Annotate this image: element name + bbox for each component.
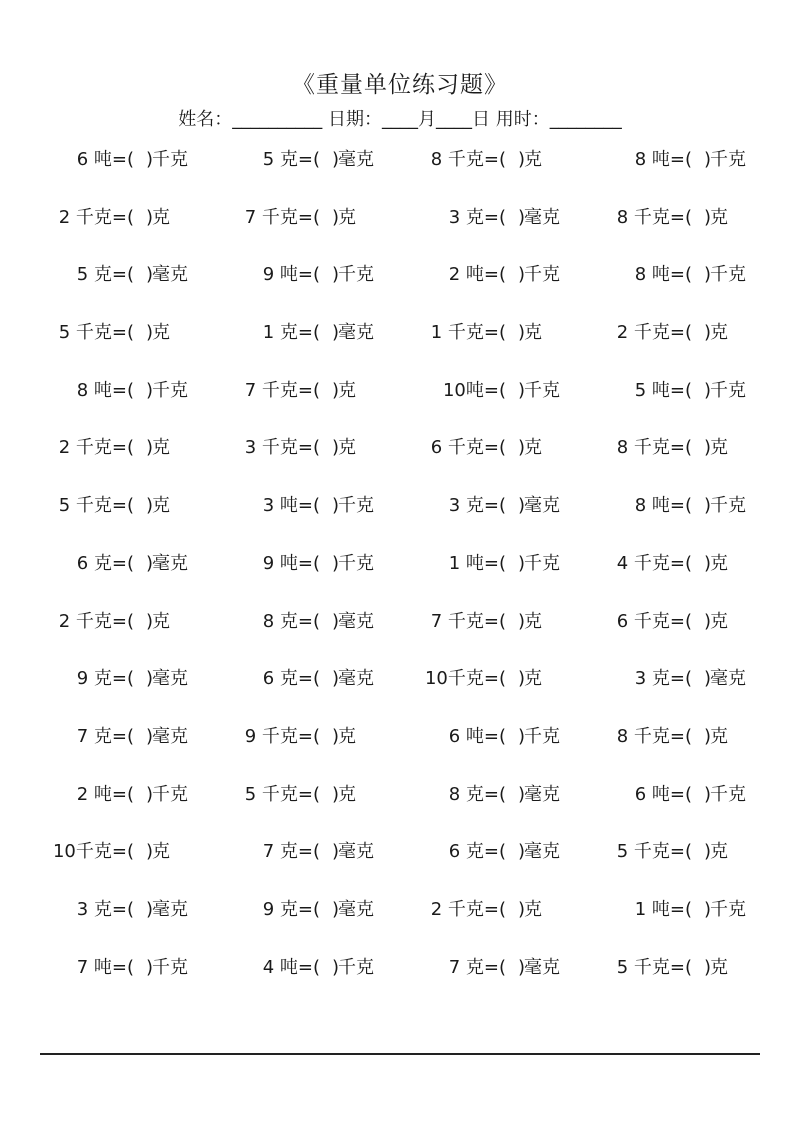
target-unit: 毫克 <box>524 841 560 863</box>
problem-expression: 3 克=( <box>634 668 692 690</box>
conversion-problem <box>598 489 778 523</box>
target-unit: 千克 <box>338 264 374 286</box>
target-unit: 克 <box>524 898 542 920</box>
problem-expression: 9 克=( <box>76 668 134 690</box>
conversion-problem <box>598 605 778 639</box>
target-unit: 克 <box>152 841 170 863</box>
problem-expression: 6 克=( <box>262 668 320 690</box>
problem-expression: 8 千克=( <box>616 437 692 459</box>
answer-blank-close: ) <box>704 725 712 747</box>
problem-expression: 3 吨=( <box>262 495 320 517</box>
target-unit: 毫克 <box>524 206 560 228</box>
answer-blank-close: ) <box>704 495 712 517</box>
target-unit: 千克 <box>710 379 746 401</box>
problem-expression: 10千克=( <box>424 668 506 690</box>
problem-expression: 8 吨=( <box>634 495 692 517</box>
problem-expression: 3 克=( <box>448 206 506 228</box>
answer-blank-close: ) <box>704 149 712 170</box>
problem-expression: 9 千克=( <box>244 725 320 747</box>
conversion-problem <box>598 720 778 754</box>
conversion-problem <box>40 489 220 523</box>
target-unit: 克 <box>710 437 728 459</box>
answer-blank-close: ) <box>332 264 340 286</box>
target-unit: 千克 <box>710 149 746 170</box>
problem-expression: 9 克=( <box>262 898 320 920</box>
conversion-problem <box>598 374 778 408</box>
conversion-problem <box>412 951 592 985</box>
problem-expression: 6 吨=( <box>76 149 134 170</box>
conversion-problem <box>40 951 220 985</box>
answer-blank-close: ) <box>704 841 712 863</box>
problem-row <box>40 316 760 374</box>
problem-expression: 7 千克=( <box>430 610 506 632</box>
problem-row <box>40 835 760 893</box>
problem-row <box>40 547 760 605</box>
target-unit: 千克 <box>152 783 188 805</box>
target-unit: 克 <box>710 841 728 863</box>
target-unit: 毫克 <box>338 322 374 344</box>
problem-expression: 2 千克=( <box>430 898 506 920</box>
problem-row <box>40 201 760 259</box>
answer-blank-close: ) <box>518 610 526 632</box>
problem-expression: 8 千克=( <box>616 206 692 228</box>
conversion-problem <box>598 951 778 985</box>
problem-expression: 3 克=( <box>76 898 134 920</box>
problem-expression: 2 千克=( <box>58 206 134 228</box>
target-unit: 克 <box>524 322 542 344</box>
conversion-problem <box>226 316 406 350</box>
conversion-problem <box>598 835 778 869</box>
answer-blank-close: ) <box>146 783 154 805</box>
conversion-problem <box>226 778 406 812</box>
target-unit: 克 <box>338 783 356 805</box>
target-unit: 毫克 <box>524 956 560 978</box>
target-unit: 千克 <box>152 379 188 401</box>
target-unit: 千克 <box>338 495 374 517</box>
answer-blank-close: ) <box>332 610 340 632</box>
problem-expression: 6 千克=( <box>616 610 692 632</box>
problem-expression: 5 千克=( <box>616 956 692 978</box>
conversion-problem <box>40 662 220 696</box>
target-unit: 千克 <box>524 264 560 286</box>
target-unit: 毫克 <box>524 783 560 805</box>
answer-blank-close: ) <box>518 725 526 747</box>
answer-blank-close: ) <box>518 206 526 228</box>
problem-expression: 8 千克=( <box>430 149 506 170</box>
answer-blank-close: ) <box>704 610 712 632</box>
problem-row <box>40 374 760 432</box>
problem-row <box>40 431 760 489</box>
conversion-problem <box>412 143 592 177</box>
problem-row <box>40 662 760 720</box>
problem-expression: 7 克=( <box>262 841 320 863</box>
bottom-rule <box>40 1053 760 1055</box>
target-unit: 千克 <box>710 264 746 286</box>
target-unit: 克 <box>338 206 356 228</box>
target-unit: 毫克 <box>152 264 188 286</box>
answer-blank-close: ) <box>704 783 712 805</box>
problem-row <box>40 143 760 201</box>
conversion-problem <box>40 778 220 812</box>
problem-expression: 1 千克=( <box>430 322 506 344</box>
target-unit: 千克 <box>152 149 188 170</box>
answer-blank-close: ) <box>518 668 526 690</box>
answer-blank-close: ) <box>704 379 712 401</box>
conversion-problem <box>226 258 406 292</box>
answer-blank-close: ) <box>704 898 712 920</box>
problem-expression: 5 千克=( <box>244 783 320 805</box>
conversion-problem <box>40 258 220 292</box>
problem-expression: 2 吨=( <box>448 264 506 286</box>
problem-expression: 3 克=( <box>448 495 506 517</box>
conversion-problem <box>412 374 592 408</box>
conversion-problem <box>226 143 406 177</box>
conversion-problem <box>412 316 592 350</box>
conversion-problem <box>40 893 220 927</box>
problem-expression: 8 克=( <box>448 783 506 805</box>
problem-row <box>40 605 760 663</box>
problem-grid <box>40 143 760 1008</box>
target-unit: 千克 <box>710 495 746 517</box>
conversion-problem <box>226 547 406 581</box>
answer-blank-close: ) <box>146 552 154 574</box>
target-unit: 克 <box>710 552 728 574</box>
conversion-problem <box>226 951 406 985</box>
conversion-problem <box>412 778 592 812</box>
answer-blank-close: ) <box>704 956 712 978</box>
answer-blank-close: ) <box>704 322 712 344</box>
answer-blank-close: ) <box>332 437 340 459</box>
target-unit: 克 <box>152 610 170 632</box>
problem-expression: 6 千克=( <box>430 437 506 459</box>
conversion-problem <box>412 547 592 581</box>
target-unit: 千克 <box>338 552 374 574</box>
conversion-problem <box>598 893 778 927</box>
answer-blank-close: ) <box>518 495 526 517</box>
target-unit: 克 <box>152 495 170 517</box>
answer-blank-close: ) <box>146 437 154 459</box>
answer-blank-close: ) <box>518 552 526 574</box>
conversion-problem <box>226 720 406 754</box>
problem-expression: 5 克=( <box>76 264 134 286</box>
answer-blank-close: ) <box>704 264 712 286</box>
conversion-problem <box>598 201 778 235</box>
conversion-problem <box>226 431 406 465</box>
conversion-problem <box>40 835 220 869</box>
problem-expression: 6 克=( <box>448 841 506 863</box>
problem-expression: 1 吨=( <box>448 552 506 574</box>
conversion-problem <box>598 258 778 292</box>
target-unit: 千克 <box>524 379 560 401</box>
target-unit: 克 <box>524 149 542 170</box>
target-unit: 克 <box>338 379 356 401</box>
answer-blank-close: ) <box>518 322 526 344</box>
conversion-problem <box>412 662 592 696</box>
student-info-line: 姓名：__________ 日期：____月____日 用时：________ <box>178 109 622 130</box>
answer-blank-close: ) <box>146 495 154 517</box>
problem-expression: 6 克=( <box>76 552 134 574</box>
conversion-problem <box>598 547 778 581</box>
target-unit: 千克 <box>524 552 560 574</box>
target-unit: 毫克 <box>338 668 374 690</box>
conversion-problem <box>598 143 778 177</box>
conversion-problem <box>40 547 220 581</box>
conversion-problem <box>40 431 220 465</box>
answer-blank-close: ) <box>332 206 340 228</box>
answer-blank-close: ) <box>146 610 154 632</box>
conversion-problem <box>226 374 406 408</box>
problem-expression: 5 吨=( <box>634 379 692 401</box>
target-unit: 千克 <box>710 783 746 805</box>
answer-blank-close: ) <box>518 841 526 863</box>
conversion-problem <box>412 605 592 639</box>
answer-blank-close: ) <box>332 725 340 747</box>
problem-row <box>40 951 760 1009</box>
answer-blank-close: ) <box>518 783 526 805</box>
answer-blank-close: ) <box>146 668 154 690</box>
answer-blank-close: ) <box>332 322 340 344</box>
target-unit: 克 <box>524 610 542 632</box>
problem-expression: 7 千克=( <box>244 379 320 401</box>
conversion-problem <box>40 143 220 177</box>
answer-blank-close: ) <box>518 264 526 286</box>
answer-blank-close: ) <box>146 322 154 344</box>
problem-expression: 6 吨=( <box>448 725 506 747</box>
target-unit: 千克 <box>524 725 560 747</box>
answer-blank-close: ) <box>332 783 340 805</box>
conversion-problem <box>412 720 592 754</box>
conversion-problem <box>40 605 220 639</box>
problem-expression: 5 千克=( <box>58 495 134 517</box>
answer-blank-close: ) <box>518 898 526 920</box>
conversion-problem <box>412 258 592 292</box>
conversion-problem <box>226 662 406 696</box>
answer-blank-close: ) <box>518 437 526 459</box>
answer-blank-close: ) <box>704 668 712 690</box>
target-unit: 克 <box>710 725 728 747</box>
problem-expression: 7 千克=( <box>244 206 320 228</box>
conversion-problem <box>598 316 778 350</box>
conversion-problem <box>412 201 592 235</box>
problem-row <box>40 489 760 547</box>
answer-blank-close: ) <box>518 379 526 401</box>
page-title: 《重量单位练习题》 <box>292 72 508 98</box>
target-unit: 克 <box>152 322 170 344</box>
answer-blank-close: ) <box>146 841 154 863</box>
answer-blank-close: ) <box>332 898 340 920</box>
answer-blank-close: ) <box>146 264 154 286</box>
target-unit: 毫克 <box>338 610 374 632</box>
conversion-problem <box>598 431 778 465</box>
answer-blank-close: ) <box>332 149 340 170</box>
conversion-problem <box>226 835 406 869</box>
conversion-problem <box>40 374 220 408</box>
answer-blank-close: ) <box>704 437 712 459</box>
answer-blank-close: ) <box>518 149 526 170</box>
target-unit: 克 <box>152 437 170 459</box>
answer-blank-close: ) <box>146 898 154 920</box>
target-unit: 克 <box>710 322 728 344</box>
problem-expression: 1 吨=( <box>634 898 692 920</box>
target-unit: 克 <box>710 206 728 228</box>
target-unit: 克 <box>710 956 728 978</box>
target-unit: 千克 <box>338 956 374 978</box>
target-unit: 克 <box>152 206 170 228</box>
conversion-problem <box>226 201 406 235</box>
conversion-problem <box>40 201 220 235</box>
problem-row <box>40 720 760 778</box>
answer-blank-close: ) <box>146 206 154 228</box>
target-unit: 千克 <box>152 956 188 978</box>
target-unit: 克 <box>710 610 728 632</box>
problem-row <box>40 778 760 836</box>
problem-expression: 2 千克=( <box>58 610 134 632</box>
problem-expression: 5 千克=( <box>58 322 134 344</box>
problem-expression: 3 千克=( <box>244 437 320 459</box>
problem-row <box>40 893 760 951</box>
conversion-problem <box>40 720 220 754</box>
problem-expression: 7 克=( <box>76 725 134 747</box>
target-unit: 克 <box>524 437 542 459</box>
answer-blank-close: ) <box>332 379 340 401</box>
conversion-problem <box>226 489 406 523</box>
problem-expression: 8 吨=( <box>634 149 692 170</box>
problem-expression: 9 吨=( <box>262 264 320 286</box>
conversion-problem <box>598 778 778 812</box>
problem-expression: 6 吨=( <box>634 783 692 805</box>
problem-expression: 7 克=( <box>448 956 506 978</box>
target-unit: 毫克 <box>152 668 188 690</box>
target-unit: 毫克 <box>338 841 374 863</box>
answer-blank-close: ) <box>146 956 154 978</box>
conversion-problem <box>598 662 778 696</box>
problem-expression: 8 千克=( <box>616 725 692 747</box>
problem-expression: 7 吨=( <box>76 956 134 978</box>
target-unit: 克 <box>338 725 356 747</box>
target-unit: 毫克 <box>338 149 374 170</box>
problem-expression: 2 千克=( <box>616 322 692 344</box>
conversion-problem <box>412 893 592 927</box>
answer-blank-close: ) <box>332 495 340 517</box>
problem-expression: 4 千克=( <box>616 552 692 574</box>
answer-blank-close: ) <box>704 206 712 228</box>
problem-expression: 5 千克=( <box>616 841 692 863</box>
target-unit: 毫克 <box>710 668 746 690</box>
answer-blank-close: ) <box>704 552 712 574</box>
problem-expression: 2 千克=( <box>58 437 134 459</box>
target-unit: 克 <box>338 437 356 459</box>
problem-row <box>40 258 760 316</box>
answer-blank-close: ) <box>146 725 154 747</box>
answer-blank-close: ) <box>332 956 340 978</box>
answer-blank-close: ) <box>332 552 340 574</box>
problem-expression: 10吨=( <box>442 379 506 401</box>
target-unit: 毫克 <box>338 898 374 920</box>
problem-expression: 4 吨=( <box>262 956 320 978</box>
target-unit: 毫克 <box>524 495 560 517</box>
conversion-problem <box>412 489 592 523</box>
target-unit: 克 <box>524 668 542 690</box>
answer-blank-close: ) <box>146 379 154 401</box>
problem-expression: 8 吨=( <box>634 264 692 286</box>
target-unit: 千克 <box>710 898 746 920</box>
conversion-problem <box>412 835 592 869</box>
conversion-problem <box>226 893 406 927</box>
problem-expression: 9 吨=( <box>262 552 320 574</box>
conversion-problem <box>412 431 592 465</box>
problem-expression: 5 克=( <box>262 149 320 170</box>
target-unit: 毫克 <box>152 898 188 920</box>
answer-blank-close: ) <box>146 149 154 170</box>
conversion-problem <box>226 605 406 639</box>
answer-blank-close: ) <box>518 956 526 978</box>
target-unit: 毫克 <box>152 725 188 747</box>
answer-blank-close: ) <box>332 841 340 863</box>
target-unit: 毫克 <box>152 552 188 574</box>
problem-expression: 8 吨=( <box>76 379 134 401</box>
problem-expression: 8 克=( <box>262 610 320 632</box>
conversion-problem <box>40 316 220 350</box>
answer-blank-close: ) <box>332 668 340 690</box>
problem-expression: 2 吨=( <box>76 783 134 805</box>
problem-expression: 10千克=( <box>52 841 134 863</box>
problem-expression: 1 克=( <box>262 322 320 344</box>
